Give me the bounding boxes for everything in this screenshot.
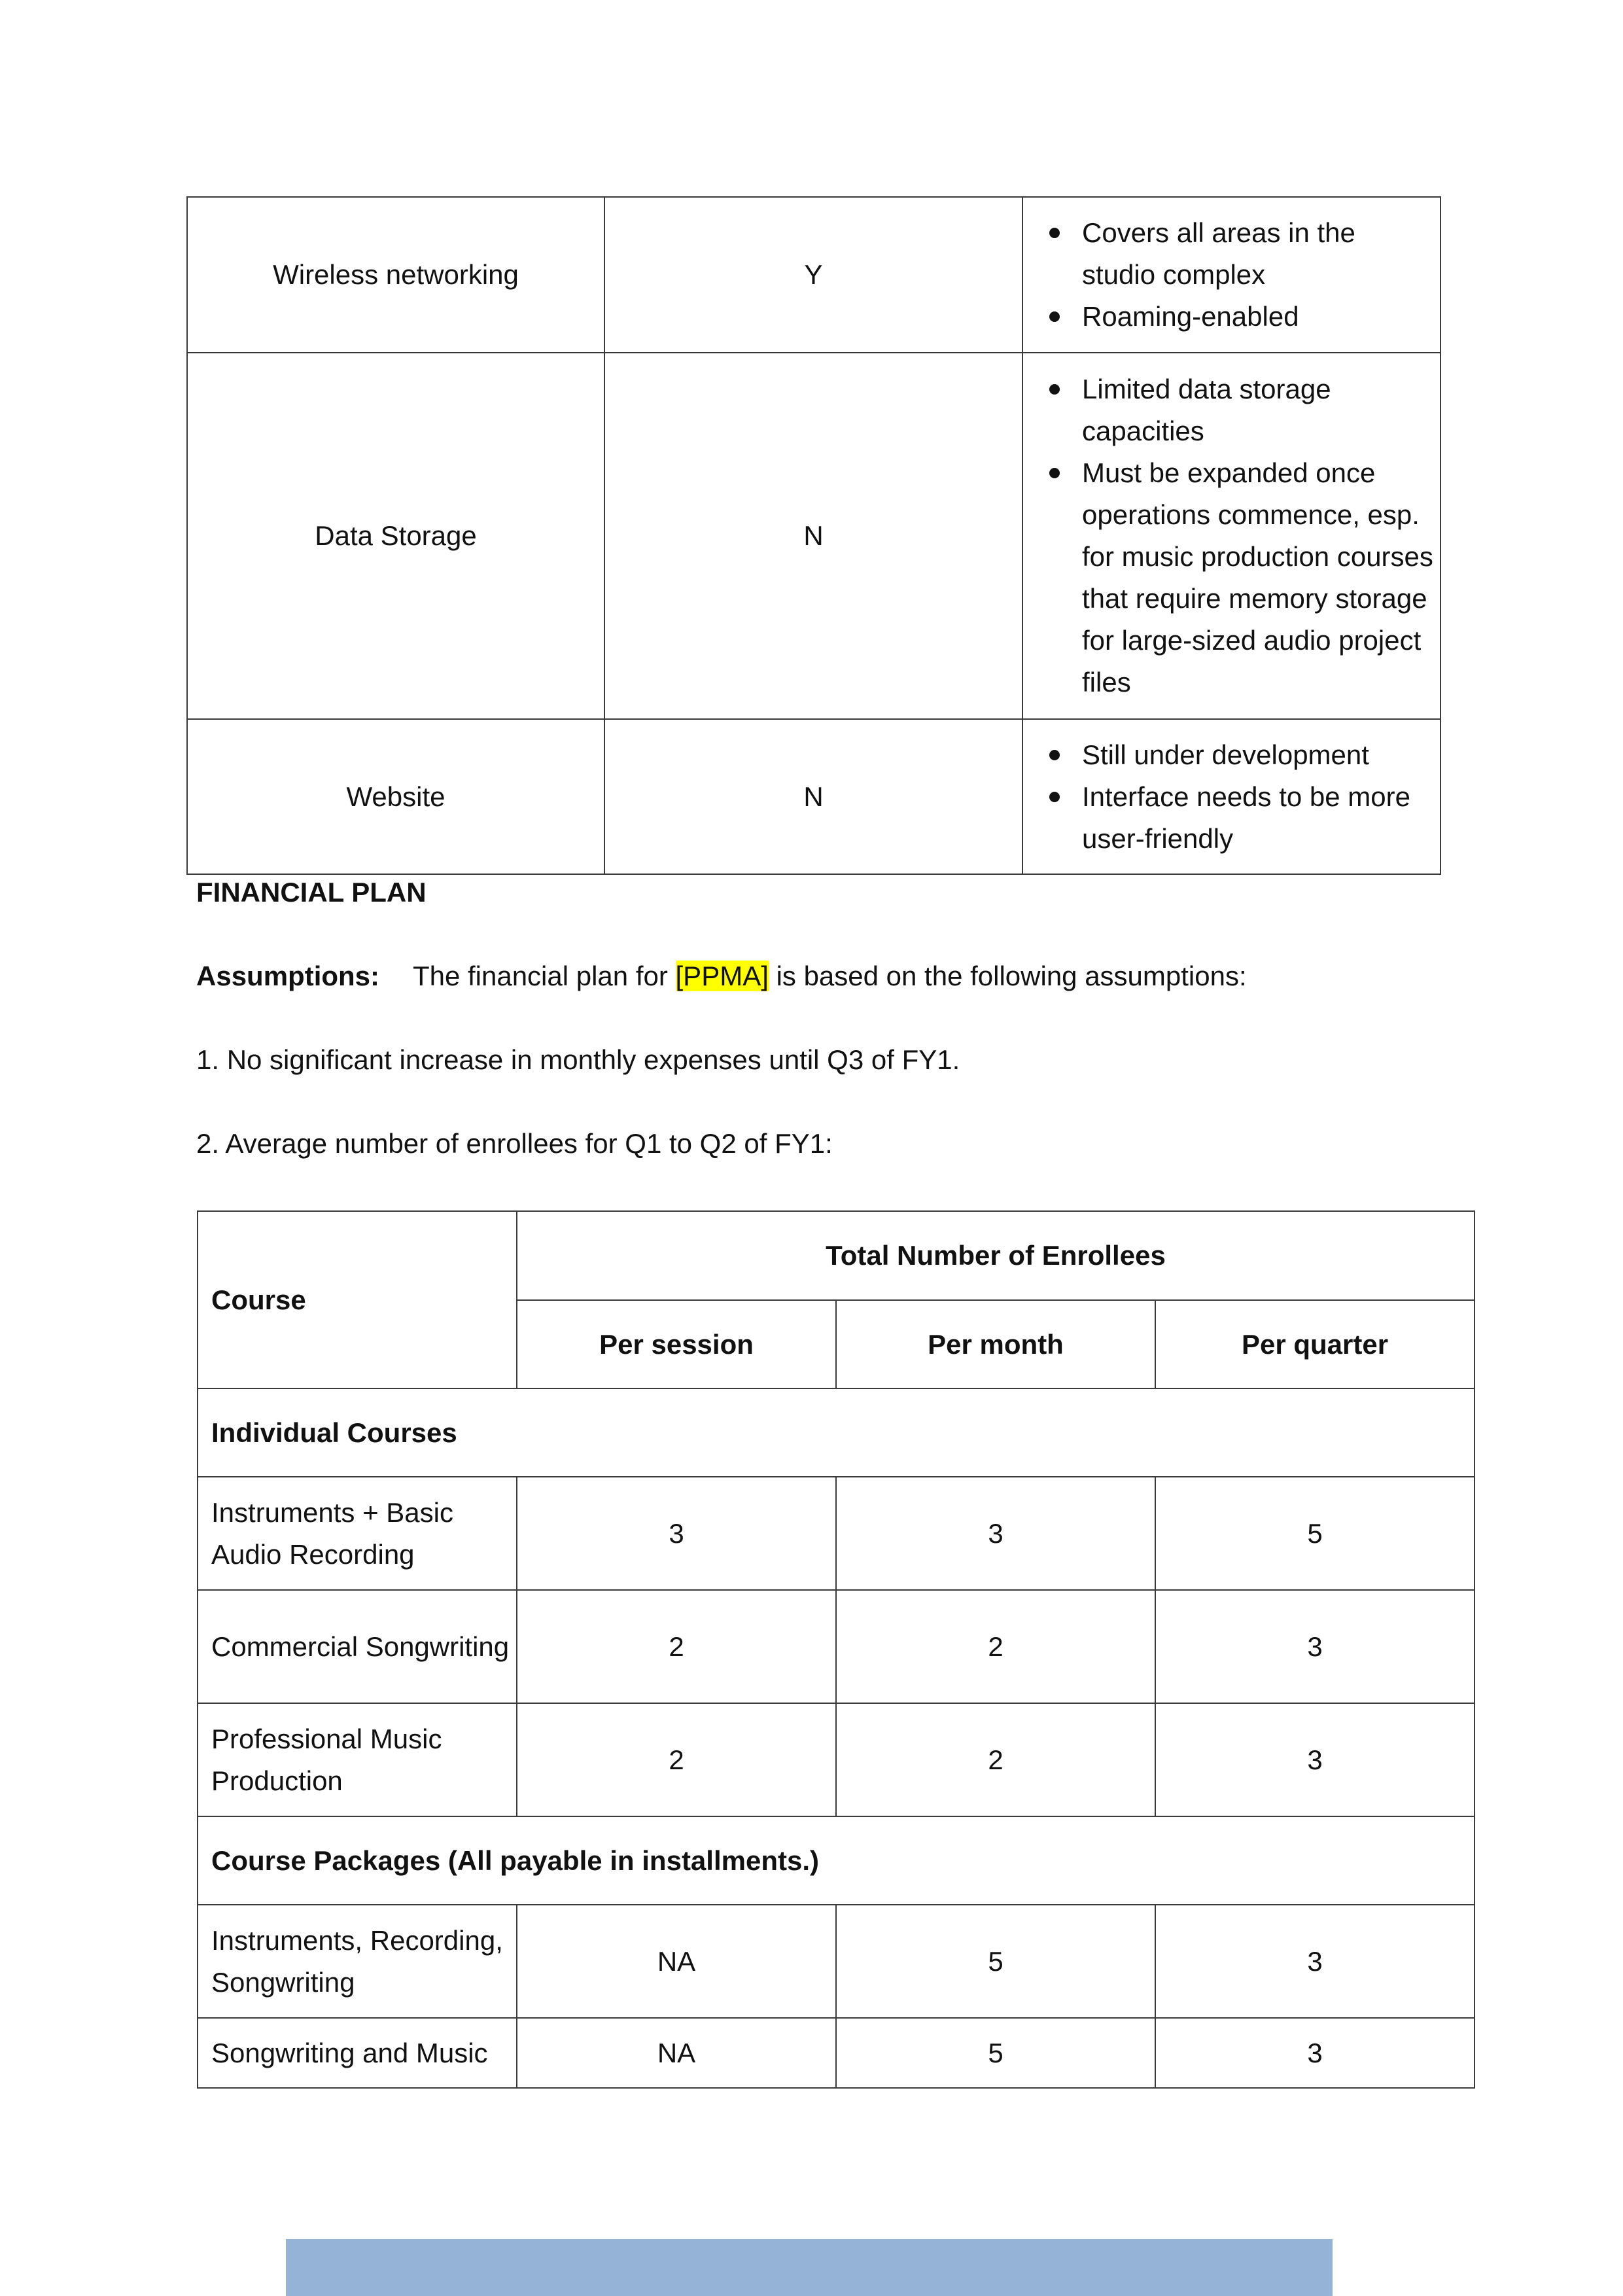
table-row	[198, 1590, 1475, 1703]
notes-list	[1023, 368, 1433, 703]
assumptions-text-before: The financial plan for	[412, 961, 668, 991]
column-header: Per session	[517, 1300, 836, 1388]
infra-flag: Y	[604, 197, 1022, 353]
per-month-value: 5	[836, 1905, 1155, 2018]
assumptions-text-after: is based on the following assumptions:	[776, 961, 1247, 991]
list-item: Interface needs to be more user-friendly	[1082, 776, 1433, 860]
notes-list	[1023, 212, 1433, 338]
section-heading: FINANCIAL PLAN	[196, 877, 427, 908]
infra-flag: N	[604, 719, 1022, 874]
course-column-header: Course	[198, 1211, 517, 1388]
infra-notes	[1022, 353, 1440, 719]
infra-name: Data Storage	[187, 353, 604, 719]
enrollees-table	[197, 1210, 1475, 2089]
list-item: Still under development	[1082, 734, 1433, 776]
infra-name: Wireless networking	[187, 197, 604, 353]
list-item: Must be expanded once operations commence, esp. for music production courses that require memory storage for large-sized audio project files	[1082, 452, 1433, 703]
per-month-value: 2	[836, 1590, 1155, 1703]
assumption-item-1: 1. No significant increase in monthly expenses until Q3 of FY1.	[196, 1044, 960, 1075]
course-name: Instruments + Basic Audio Recording	[198, 1477, 517, 1590]
per-quarter-value: 3	[1155, 1590, 1475, 1703]
assumption-item-2: 2. Average number of enrollees for Q1 to Q2 of FY1:	[196, 1128, 833, 1159]
per-session-value: 2	[517, 1590, 836, 1703]
table-row	[187, 197, 1440, 353]
section-row	[198, 1816, 1475, 1905]
per-month-value: 3	[836, 1477, 1155, 1590]
column-header: Per month	[836, 1300, 1155, 1388]
table-header-row	[198, 1211, 1475, 1300]
course-name: Instruments, Recording, Songwriting	[198, 1905, 517, 2018]
list-item: Roaming-enabled	[1082, 296, 1433, 338]
per-month-value: 5	[836, 2018, 1155, 2088]
highlighted-placeholder: [PPMA]	[675, 961, 769, 991]
assumptions-label: Assumptions:	[196, 961, 380, 991]
per-session-value: NA	[517, 2018, 836, 2088]
per-quarter-value: 3	[1155, 2018, 1475, 2088]
table-row	[198, 1703, 1475, 1816]
course-name: Songwriting and Music	[198, 2018, 517, 2088]
per-quarter-value: 3	[1155, 1703, 1475, 1816]
table-row	[198, 1477, 1475, 1590]
infra-notes	[1022, 197, 1440, 353]
per-month-value: 2	[836, 1703, 1155, 1816]
assumptions-paragraph	[196, 959, 1247, 993]
section-row	[198, 1388, 1475, 1477]
table-row	[187, 353, 1440, 719]
per-quarter-value: 3	[1155, 1905, 1475, 2018]
infra-name: Website	[187, 719, 604, 874]
table-row	[187, 719, 1440, 874]
course-name: Commercial Songwriting	[198, 1590, 517, 1703]
list-item: Covers all areas in the studio complex	[1082, 212, 1433, 296]
group-header: Total Number of Enrollees	[517, 1211, 1475, 1300]
section-label: Individual Courses	[198, 1388, 1475, 1477]
course-name: Professional Music Production	[198, 1703, 517, 1816]
infrastructure-table	[186, 196, 1441, 875]
section-label: Course Packages (All payable in installments.)	[198, 1816, 1475, 1905]
list-item: Limited data storage capacities	[1082, 368, 1433, 452]
per-session-value: 3	[517, 1477, 836, 1590]
per-quarter-value: 5	[1155, 1477, 1475, 1590]
column-header: Per quarter	[1155, 1300, 1475, 1388]
per-session-value: NA	[517, 1905, 836, 2018]
table-row	[198, 2018, 1475, 2088]
footer-bar	[286, 2239, 1333, 2296]
infra-flag: N	[604, 353, 1022, 719]
table-row	[198, 1905, 1475, 2018]
notes-list	[1023, 734, 1433, 860]
per-session-value: 2	[517, 1703, 836, 1816]
infra-notes	[1022, 719, 1440, 874]
